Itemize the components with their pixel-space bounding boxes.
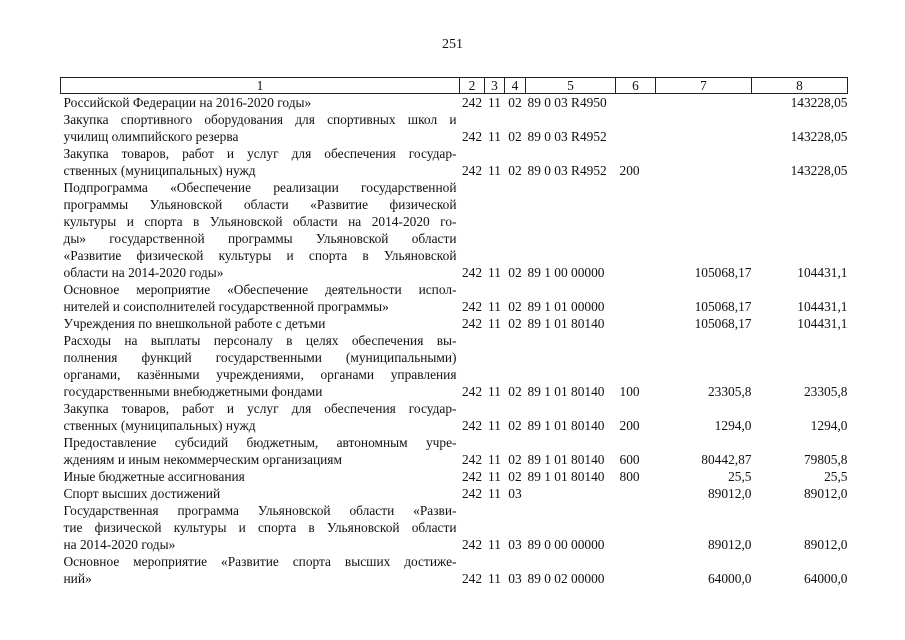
row-name-line: Подпрограмма «Обеспечение реализации государственной	[63, 180, 457, 195]
code-subsection: 02	[508, 418, 522, 433]
code-expense-type: 200	[619, 163, 640, 178]
code-target-article: 89 1 01 80140	[527, 452, 605, 467]
row-name-line: Закупка товаров, работ и услуг для обеспечения государ-	[63, 146, 457, 161]
row-name-line: ний»	[63, 571, 92, 586]
table-row	[61, 400, 848, 434]
code-admin: 242	[461, 95, 483, 110]
table-row	[61, 111, 848, 145]
row-name	[61, 553, 460, 587]
code-admin: 242	[461, 469, 483, 484]
header-col-7: 7	[656, 78, 752, 94]
code-section: 11	[488, 384, 501, 399]
header-col-3: 3	[485, 78, 505, 94]
code-expense-type: 100	[619, 384, 640, 399]
row-name-line: Государственная программа Ульяновской области «Разви-	[63, 503, 457, 518]
amount-col-7: 89012,0	[707, 537, 752, 552]
amount-col-7: 64000,0	[707, 571, 752, 586]
code-admin: 242	[461, 452, 483, 467]
code-subsection: 02	[508, 316, 522, 331]
code-expense-type	[616, 502, 656, 553]
page-number: 251	[442, 37, 463, 52]
code-expense-type	[616, 315, 656, 332]
row-name	[61, 485, 460, 502]
table-row	[61, 502, 848, 553]
amount-col-7: 105068,17	[694, 316, 752, 331]
amount-col-8: 1294,0	[810, 418, 848, 433]
code-target-article: 89 0 03 R4952	[527, 129, 607, 144]
row-name-line: Основное мероприятие «Обеспечение деятельности испол-	[63, 282, 457, 297]
amount-col-8: 89012,0	[803, 537, 848, 552]
code-admin: 242	[461, 537, 483, 552]
code-expense-type: 200	[619, 418, 640, 433]
amount-col-8: 143228,05	[790, 163, 848, 178]
code-admin: 242	[461, 299, 483, 314]
code-section: 11	[488, 537, 501, 552]
table-row	[61, 94, 848, 112]
amount-col-7: 23305,8	[707, 384, 752, 399]
header-col-1: 1	[61, 78, 460, 94]
code-section: 11	[488, 316, 501, 331]
row-name-line: Расходы на выплаты персоналу в целях обеспечения вы-	[63, 333, 457, 348]
row-name-line: Спорт высших достижений	[63, 486, 221, 501]
amount-col-7	[656, 111, 752, 145]
row-name-line: тие физической культуры и спорта в Ульяновской области	[63, 520, 457, 535]
code-expense-type	[616, 281, 656, 315]
row-name	[61, 434, 460, 468]
code-target-article: 89 1 01 80140	[527, 316, 605, 331]
row-name	[61, 94, 460, 112]
row-name-line: нителей и соисполнителей государственной программы»	[63, 299, 389, 314]
code-section: 11	[488, 469, 501, 484]
code-admin: 242	[461, 129, 483, 144]
table-header-row	[61, 78, 848, 94]
amount-col-7: 105068,17	[694, 299, 752, 314]
code-section: 11	[488, 129, 501, 144]
table-row	[61, 281, 848, 315]
row-name-line: ды» государственной программы Ульяновской области	[63, 231, 457, 246]
code-admin: 242	[461, 316, 483, 331]
code-subsection: 03	[508, 537, 522, 552]
row-name-line: культуры и спорта в Ульяновской области на 2014-2020 го-	[63, 214, 457, 229]
row-name-line: полнения функций государственными (муниципальными)	[63, 350, 457, 365]
amount-col-7	[656, 145, 752, 179]
code-admin: 242	[461, 418, 483, 433]
code-target-article: 89 1 01 80140	[527, 384, 605, 399]
amount-col-8: 104431,1	[797, 265, 848, 280]
row-name-line: Иные бюджетные ассигнования	[63, 469, 245, 484]
code-section: 11	[488, 265, 501, 280]
row-name	[61, 145, 460, 179]
code-subsection: 02	[508, 95, 522, 110]
code-target-article: 89 0 00 00000	[527, 537, 605, 552]
row-name	[61, 281, 460, 315]
code-target-article: 89 0 03 R4950	[527, 95, 607, 110]
amount-col-8: 79805,8	[803, 452, 848, 467]
code-expense-type: 600	[619, 452, 640, 467]
code-expense-type	[616, 111, 656, 145]
code-section: 11	[488, 299, 501, 314]
amount-col-8: 143228,05	[790, 95, 848, 110]
code-target-article: 89 1 00 00000	[527, 265, 605, 280]
header-col-4: 4	[505, 78, 526, 94]
amount-col-8: 104431,1	[797, 299, 848, 314]
row-name-line: программы Ульяновской области «Развитие физической	[63, 197, 457, 212]
row-name-line: на 2014-2020 годы»	[63, 537, 176, 552]
row-name	[61, 332, 460, 400]
amount-col-8: 25,5	[824, 469, 848, 484]
header-col-2: 2	[460, 78, 485, 94]
code-target-article: 89 1 01 80140	[527, 418, 605, 433]
amount-col-8: 89012,0	[803, 486, 848, 501]
code-target-article: 89 0 02 00000	[527, 571, 605, 586]
code-expense-type	[616, 553, 656, 587]
table-row	[61, 468, 848, 485]
row-name-line: училищ олимпийского резерва	[63, 129, 239, 144]
code-section: 11	[488, 95, 501, 110]
row-name-line: Закупка спортивного оборудования для спортивных школ и	[63, 112, 457, 127]
row-name-line: ственных (муниципальных) нужд	[63, 418, 256, 433]
amount-col-7: 25,5	[728, 469, 752, 484]
row-name-line: Основное мероприятие «Развитие спорта высших достиже-	[63, 554, 457, 569]
code-target-article: 89 0 03 R4952	[527, 163, 607, 178]
table-row	[61, 553, 848, 587]
row-name-line: ждениям и иным некоммерческим организациям	[63, 452, 342, 467]
header-col-5: 5	[526, 78, 616, 94]
row-name	[61, 315, 460, 332]
amount-col-8: 143228,05	[790, 129, 848, 144]
table-row	[61, 434, 848, 468]
code-subsection: 02	[508, 452, 522, 467]
row-name	[61, 179, 460, 281]
code-section: 11	[488, 452, 501, 467]
row-name-line: «Развитие физической культуры и спорта в Ульяновской	[63, 248, 457, 263]
table-row	[61, 315, 848, 332]
code-admin: 242	[461, 571, 483, 586]
code-section: 11	[488, 571, 501, 586]
row-name-line: ственных (муниципальных) нужд	[63, 163, 256, 178]
code-target-article: 89 1 01 00000	[527, 299, 605, 314]
code-admin: 242	[461, 384, 483, 399]
code-target-article: 89 1 01 80140	[527, 469, 605, 484]
amount-col-8: 64000,0	[803, 571, 848, 586]
row-name-line: Закупка товаров, работ и услуг для обеспечения государ-	[63, 401, 457, 416]
table-row	[61, 332, 848, 400]
row-name-line: области на 2014-2020 годы»	[63, 265, 224, 280]
code-admin: 242	[461, 486, 483, 501]
amount-col-7: 89012,0	[707, 486, 752, 501]
header-col-8: 8	[752, 78, 848, 94]
table-row	[61, 179, 848, 281]
row-name-line: органами, казёнными учреждениями, органами управления	[63, 367, 457, 382]
code-section: 11	[488, 418, 501, 433]
code-subsection: 02	[508, 163, 522, 178]
code-expense-type	[616, 94, 656, 112]
row-name	[61, 502, 460, 553]
row-name-line: Российской Федерации на 2016-2020 годы»	[63, 95, 312, 110]
code-section: 11	[488, 486, 501, 501]
budget-table	[60, 77, 848, 587]
code-section: 11	[488, 163, 501, 178]
code-admin: 242	[461, 163, 483, 178]
amount-col-7: 1294,0	[714, 418, 752, 433]
amount-col-7	[656, 94, 752, 112]
code-subsection: 02	[508, 469, 522, 484]
code-expense-type	[616, 179, 656, 281]
row-name	[61, 468, 460, 485]
row-name	[61, 400, 460, 434]
row-name-line: Учреждения по внешкольной работе с детьми	[63, 316, 326, 331]
code-expense-type	[616, 485, 656, 502]
amount-col-7: 80442,87	[701, 452, 752, 467]
code-subsection: 02	[508, 299, 522, 314]
code-target-article	[526, 485, 616, 502]
code-subsection: 02	[508, 129, 522, 144]
code-subsection: 03	[508, 571, 522, 586]
amount-col-7: 105068,17	[694, 265, 752, 280]
code-subsection: 03	[508, 486, 522, 501]
code-expense-type: 800	[619, 469, 640, 484]
code-subsection: 02	[508, 384, 522, 399]
code-admin: 242	[461, 265, 483, 280]
row-name-line: государственными внебюджетными фондами	[63, 384, 323, 399]
row-name-line: Предоставление субсидий бюджетным, автономным учре-	[63, 435, 457, 450]
header-col-6: 6	[616, 78, 656, 94]
code-subsection: 02	[508, 265, 522, 280]
table-row	[61, 145, 848, 179]
amount-col-8: 104431,1	[797, 316, 848, 331]
amount-col-8: 23305,8	[803, 384, 848, 399]
row-name	[61, 111, 460, 145]
table-row	[61, 485, 848, 502]
